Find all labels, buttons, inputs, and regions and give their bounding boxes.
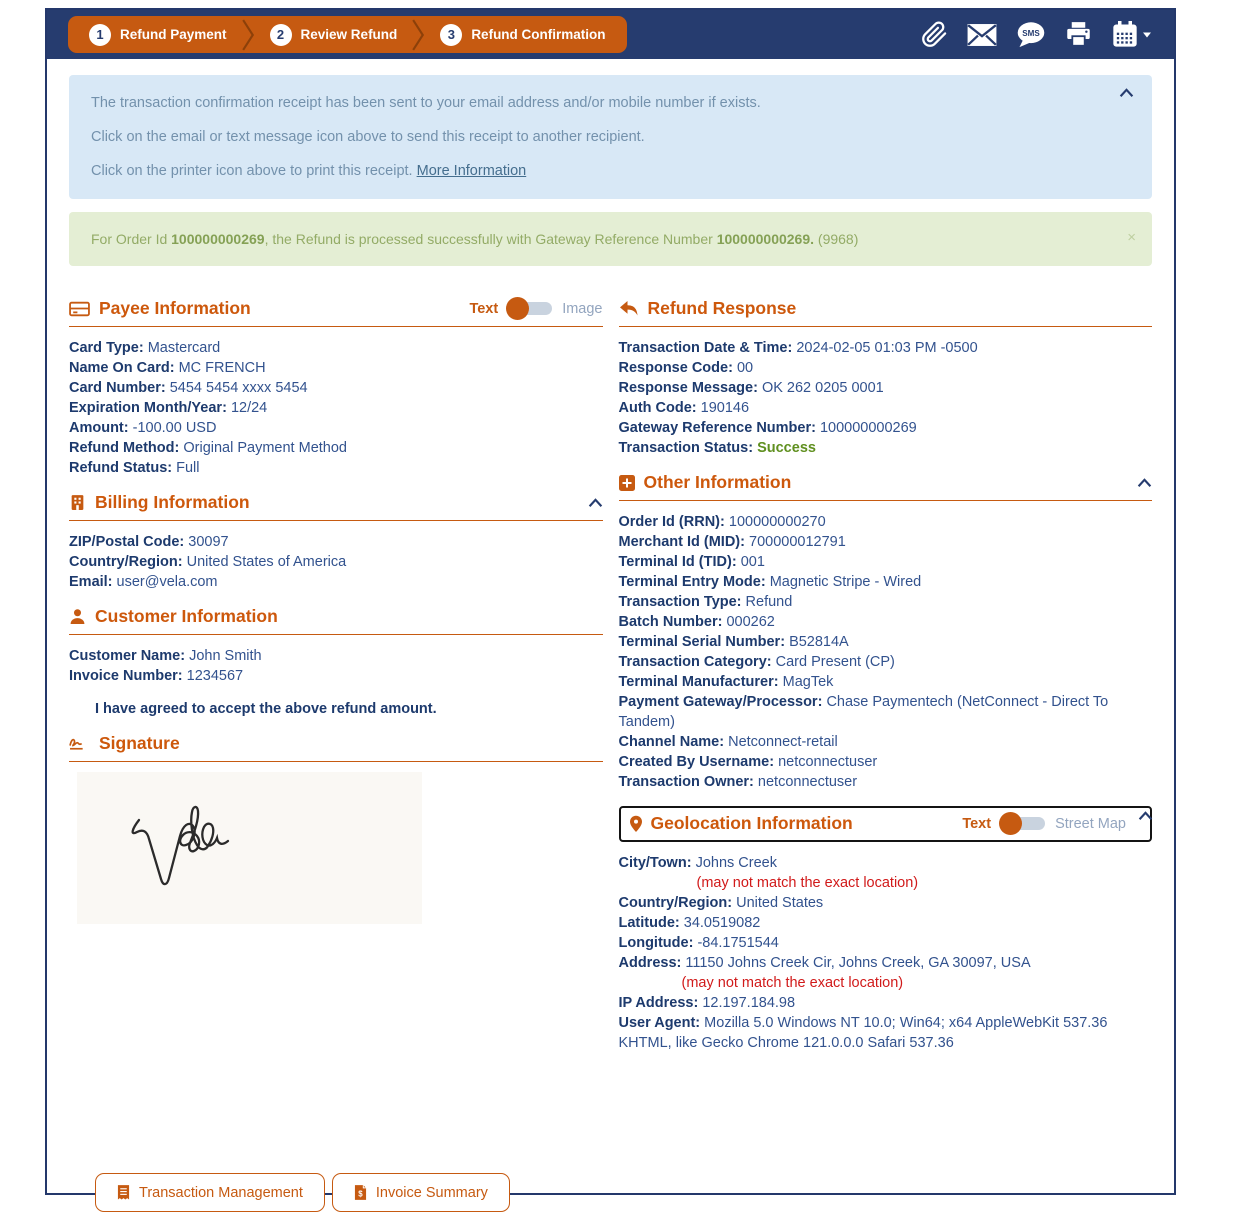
step-label: Refund Payment [120,27,227,42]
field-row [619,692,1153,732]
field-label: Card Number: [69,380,166,396]
collapse-chevron-up-icon[interactable] [1138,808,1153,826]
field-value: Refund [745,594,793,610]
field-label: Auth Code: [618,400,697,416]
field-label: Payment Gateway/Processor: [618,694,823,710]
text-image-switch[interactable] [508,302,552,315]
step-label: Review Refund [300,27,398,42]
info-line-1: The transaction confirmation receipt has been sent to your email address and/or mobile number if exists. [91,95,761,111]
field-value: 34.0519082 [683,915,761,931]
field-label: Refund Method: [69,440,180,456]
switch-knob [999,812,1022,835]
toolbar-icons [921,21,1152,49]
invoice-icon [354,1184,367,1201]
receipt-icon [117,1184,130,1201]
field-row [619,893,1153,913]
field-value: netconnectuser [778,754,878,770]
field-row [619,672,1153,692]
field-label: Gateway Reference Number: [618,420,816,436]
field-row [619,418,1153,438]
field-value: 190146 [700,400,750,416]
info-line-3 [91,161,1130,181]
field-label: Created By Username: [618,754,775,770]
field-value: 12/24 [230,400,268,416]
info-line-3-text: Click on the printer icon above to print this receipt. [91,163,417,179]
email-icon[interactable] [967,23,997,47]
step-refund-confirmation[interactable] [425,24,620,46]
billing-section-header [69,492,603,521]
field-value: Netconnect-retail [728,734,838,750]
section-title: Customer Information [95,606,278,626]
alert-text: , the Refund is processed successfully with Gateway Reference Number [264,231,717,247]
field-label: Country/Region: [618,895,733,911]
agreement-statement: I have agreed to accept the above refund amount. [95,701,437,717]
field-row [619,853,1153,873]
receipt-info-panel [69,75,1152,199]
field-label: Longitude: [618,935,694,951]
signature-image [77,772,422,924]
field-label: City/Town: [618,855,692,871]
info-line-2: Click on the email or text message icon above to send this receipt to another recipient. [91,129,645,145]
field-value: -84.1751544 [697,935,779,951]
success-alert [69,212,1152,266]
field-label: Name On Card: [69,360,175,376]
field-value: MagTek [782,674,834,690]
content-frame [45,8,1176,1201]
field-label: Address: [618,955,682,971]
chevron-right-icon [412,19,425,51]
field-row [69,358,603,378]
reply-arrow-icon [619,300,639,318]
field-label: Expiration Month/Year: [69,400,227,416]
field-row [619,913,1153,933]
refund-response-fields [619,338,1153,458]
step-number: 2 [270,24,292,46]
field-value: Mastercard [147,340,221,356]
field-row [69,338,603,358]
toggle-label-street-map: Street Map [1055,815,1126,832]
field-value: Johns Creek [695,855,777,871]
field-label: Transaction Owner: [618,774,754,790]
field-label: Terminal Serial Number: [618,634,786,650]
step-review-refund[interactable] [255,24,413,46]
plus-square-icon [619,475,635,491]
field-value: netconnectuser [757,774,858,790]
field-row [619,532,1153,552]
payee-view-toggle [469,301,602,317]
location-disclaimer: (may not match the exact location) [696,875,919,891]
customer-fields [69,646,603,686]
refund-response-section-header [619,298,1153,327]
sms-icon[interactable] [1016,21,1046,49]
geolocation-fields [619,853,1153,1053]
section-title: Signature [99,733,180,753]
field-value: 100000000270 [728,514,826,530]
field-row [69,666,603,686]
field-label: Latitude: [618,915,680,931]
footer-buttons [95,1173,1152,1212]
field-row [69,552,603,572]
field-row [69,532,603,552]
field-value: Mozilla 5.0 Windows NT 10.0; Win64; x64 AppleWebKit 537.36 KHTML, like Gecko Chrome 121.0.0.0 Safari 537.36 [618,1015,1108,1051]
right-column [619,298,1153,1053]
field-label: Channel Name: [618,734,725,750]
field-row [619,592,1153,612]
credit-card-icon [69,301,90,317]
signature-section-header [69,733,603,762]
attachment-icon[interactable] [921,21,948,48]
alert-text: For Order Id [91,231,172,247]
other-information-section-header [619,472,1153,501]
billing-fields [69,532,603,592]
collapse-chevron-up-icon[interactable] [1137,478,1152,488]
step-number: 1 [89,24,111,46]
collapse-chevron-up-icon[interactable] [1119,86,1134,102]
field-label: IP Address: [618,995,699,1011]
field-label: Transaction Type: [618,594,742,610]
field-row [69,418,603,438]
field-value: Chase Paymentech (NetConnect - Direct To Tandem) [618,694,1109,730]
field-row [619,632,1153,652]
payee-fields [69,338,603,478]
columns [69,298,1152,1053]
field-value: 100000000269 [819,420,917,436]
breadcrumb [68,16,627,53]
customer-section-header [69,606,603,635]
field-row [619,752,1153,772]
field-row [69,572,603,592]
alert-code: (9968) [814,231,859,247]
field-value: 700000012791 [749,534,846,550]
button-label: Invoice Summary [375,1184,488,1201]
top-bar [47,10,1174,59]
field-row [619,732,1153,752]
collapse-chevron-up-icon[interactable] [588,498,603,508]
field-row [69,378,603,398]
field-value: B52814A [789,634,849,650]
signature-icon [69,736,90,751]
field-label: Terminal Manufacturer: [618,674,779,690]
field-label: Order Id (RRN): [618,514,725,530]
field-label: Transaction Category: [618,654,772,670]
alert-gateway-ref: 100000000269. [716,231,815,247]
close-icon[interactable]: × [1127,229,1136,246]
invoice-summary-button[interactable] [332,1173,510,1212]
field-row [619,438,1153,458]
left-column [69,298,603,1053]
field-row [619,612,1153,632]
field-value: 30097 [188,534,229,550]
field-label: Transaction Date & Time: [618,340,793,356]
caret-down-icon [1142,31,1152,39]
person-icon [69,608,86,625]
field-row [619,552,1153,572]
field-label: User Agent: [618,1015,701,1031]
main-content [47,59,1174,1212]
field-label: Terminal Entry Mode: [618,574,766,590]
field-row [619,572,1153,592]
payee-section-header [69,298,603,327]
field-row [619,512,1153,532]
print-icon[interactable] [1065,21,1092,48]
field-row [619,993,1153,1013]
field-value: 11150 Johns Creek Cir, Johns Creek, GA 30097, USA [685,955,1031,971]
field-row [619,358,1153,378]
field-value: 5454 5454 xxxx 5454 [169,380,308,396]
field-label: Batch Number: [618,614,723,630]
field-row [69,398,603,418]
field-row [619,953,1153,973]
field-label: Terminal Id (TID): [618,554,737,570]
field-value: 001 [740,554,765,570]
toggle-label-text: Text [962,815,992,832]
field-value: United States [736,895,824,911]
field-value: 00 [736,360,754,376]
field-row [619,652,1153,672]
field-row [69,458,603,478]
step-number: 3 [440,24,462,46]
other-information-fields [619,512,1153,792]
field-label: Transaction Status: [618,440,754,456]
field-value: user@vela.com [116,574,218,590]
toggle-label-text: Text [469,300,499,317]
field-label: Card Type: [69,340,144,356]
field-value: MC FRENCH [178,360,266,376]
transaction-status-value: Success [757,440,816,456]
field-value: 2024-02-05 01:03 PM -0500 [796,340,978,356]
field-value: OK 262 0205 0001 [761,380,884,396]
field-value: Card Present (CP) [775,654,895,670]
signature-stroke [77,772,422,924]
field-value: John Smith [189,648,262,664]
alert-order-id: 100000000269 [171,231,265,247]
field-row [619,338,1153,358]
field-row [69,438,603,458]
field-value: -100.00 USD [132,420,217,436]
switch-knob [506,297,529,320]
transaction-management-button[interactable] [95,1173,325,1212]
field-label: Response Code: [618,360,733,376]
field-row [619,398,1153,418]
toggle-label-image: Image [562,300,603,317]
field-value: Full [176,460,200,476]
location-disclaimer: (may not match the exact location) [681,975,904,991]
section-title: Geolocation Information [650,813,853,833]
field-row [619,378,1153,398]
field-label: Refund Status: [69,460,173,476]
svg-text:$: $ [358,1189,363,1199]
section-title: Refund Response [647,298,797,318]
step-label: Refund Confirmation [471,27,606,42]
field-label: Merchant Id (MID): [618,534,745,550]
chevron-right-icon [242,19,255,51]
field-label: Amount: [69,420,129,436]
text-streetmap-switch[interactable] [1001,817,1045,830]
field-label: ZIP/Postal Code: [69,534,185,550]
section-title: Payee Information [99,298,251,318]
field-value: 1234567 [186,668,244,684]
field-row [69,646,603,666]
field-value: 12.197.184.98 [702,995,796,1011]
field-value: Original Payment Method [183,440,347,456]
map-pin-icon [629,815,643,833]
field-label: Country/Region: [69,554,183,570]
geolocation-section-header [619,806,1153,842]
field-label: Email: [69,574,113,590]
field-label: Customer Name: [69,648,186,664]
field-value: 000262 [726,614,775,630]
geo-view-toggle [962,816,1126,832]
section-title: Other Information [643,472,792,492]
field-row [619,772,1153,792]
field-label: Response Message: [618,380,758,396]
building-icon [69,494,86,511]
button-label: Transaction Management [139,1184,303,1201]
step-refund-payment[interactable] [74,24,242,46]
field-label: Invoice Number: [69,668,183,684]
field-value: Magnetic Stripe - Wired [769,574,922,590]
calendar-icon[interactable] [1111,21,1152,49]
field-row [619,933,1153,953]
svg-text:SMS: SMS [1022,28,1040,38]
field-row [619,1013,1153,1053]
section-title: Billing Information [95,492,250,512]
field-value: United States of America [186,554,347,570]
more-information-link[interactable]: More Information [416,163,527,179]
